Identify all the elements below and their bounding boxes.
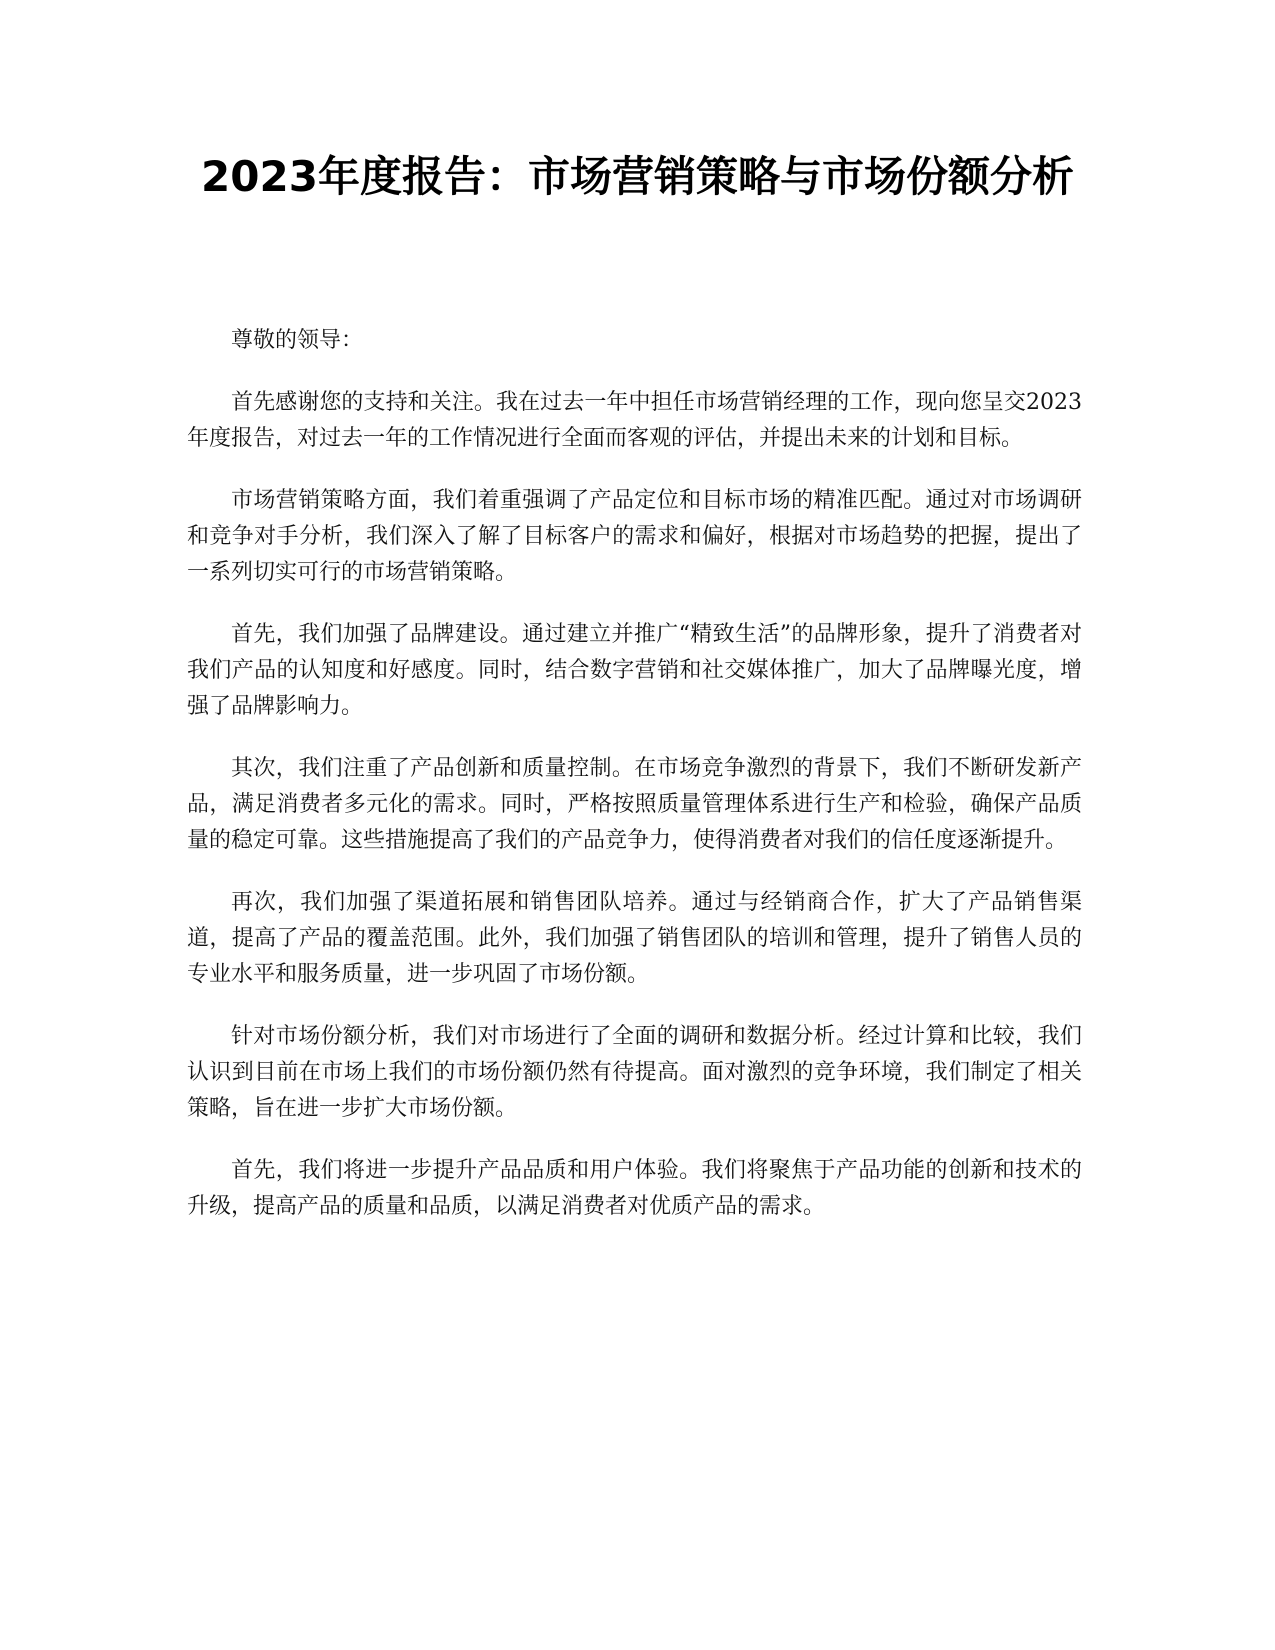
document-body bbox=[187, 323, 1082, 1251]
strategy-paragraph: 市场营销策略方面，我们着重强调了产品定位和目标市场的精准匹配。通过对市场调研和竞争对手分析，我们深入了解了目标客户的需求和偏好，根据对市场趋势的把握，提出了一系列切实可行的市场营销策略。 bbox=[187, 488, 1082, 585]
brand-paragraph: 首先，我们加强了品牌建设。通过建立并推广“精致生活”的品牌形象，提升了消费者对我们产品的认知度和好感度。同时，结合数字营销和社交媒体推广，加大了品牌曝光度，增强了品牌影响力。 bbox=[187, 622, 1082, 719]
channel-paragraph: 再次，我们加强了渠道拓展和销售团队培养。通过与经销商合作，扩大了产品销售渠道，提高了产品的覆盖范围。此外，我们加强了销售团队的培训和管理，提升了销售人员的专业水平和服务质量，进一步巩固了市场份额。 bbox=[187, 890, 1082, 987]
market-share-paragraph: 针对市场份额分析，我们对市场进行了全面的调研和数据分析。经过计算和比较，我们认识到目前在市场上我们的市场份额仍然有待提高。面对激烈的竞争环境，我们制定了相关策略，旨在进一步扩大市场份额。 bbox=[187, 1024, 1082, 1121]
intro-paragraph: 首先感谢您的支持和关注。我在过去一年中担任市场营销经理的工作，现向您呈交2023年度报告，对过去一年的工作情况进行全面而客观的评估，并提出未来的计划和目标。 bbox=[187, 390, 1082, 451]
document-title: 2023年度报告：市场营销策略与市场份额分析 bbox=[201, 152, 1074, 201]
salutation-paragraph: 尊敬的领导： bbox=[231, 328, 364, 353]
product-paragraph: 其次，我们注重了产品创新和质量控制。在市场竞争激烈的背景下，我们不断研发新产品，满足消费者多元化的需求。同时，严格按照质量管理体系进行生产和检验，确保产品质量的稳定可靠。这些措施提高了我们的产品竞争力，使得消费者对我们的信任度逐渐提升。 bbox=[187, 756, 1082, 853]
quality-plan-paragraph: 首先，我们将进一步提升产品品质和用户体验。我们将聚焦于产品功能的创新和技术的升级，提高产品的质量和品质，以满足消费者对优质产品的需求。 bbox=[187, 1158, 1082, 1219]
